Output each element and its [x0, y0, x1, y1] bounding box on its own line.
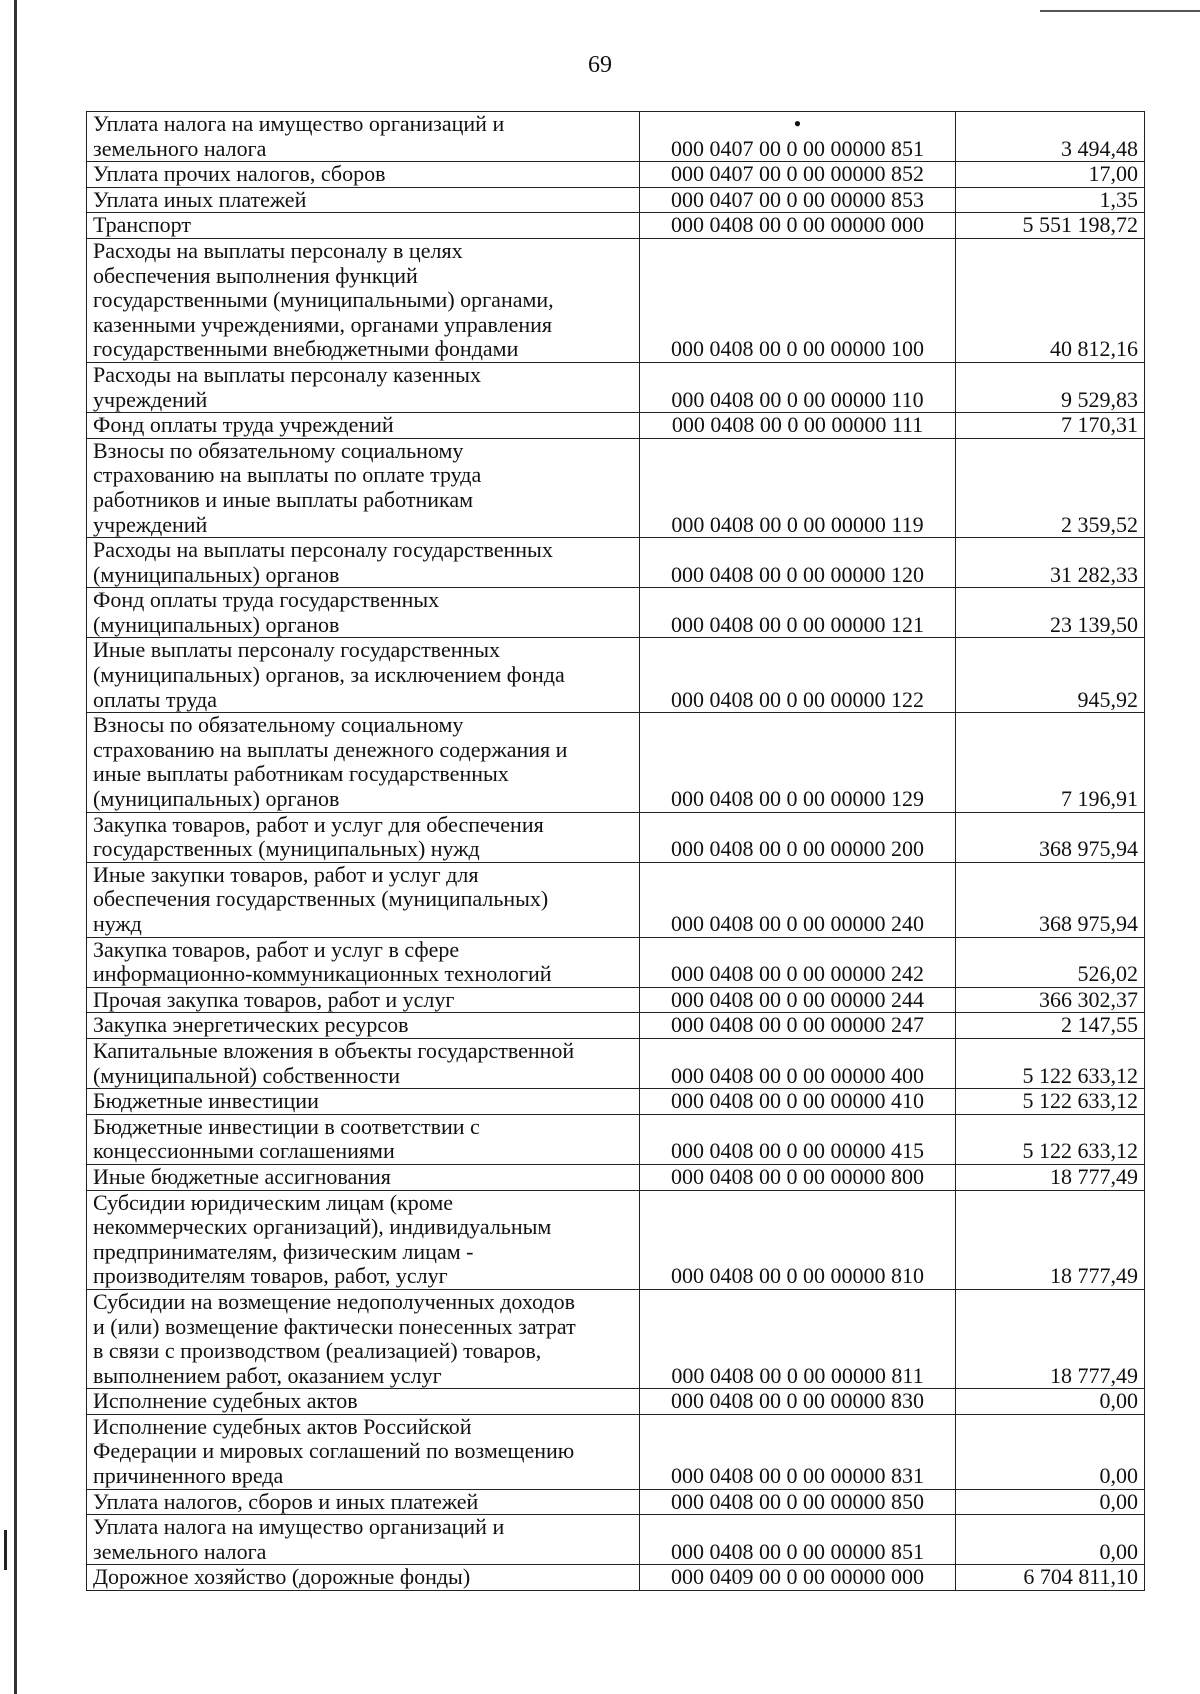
- row-description: [87, 1038, 640, 1088]
- row-amount: 18 777,49: [956, 1190, 1145, 1289]
- budget-code-text: 000 0407 00 0 00 00000 853: [671, 186, 924, 212]
- description-line: Субсидии на возмещение недополученных доходов: [93, 1288, 575, 1314]
- scan-dot-mark: •: [793, 111, 802, 136]
- table-row: [87, 1038, 1145, 1088]
- budget-code-text: 000 0407 00 0 00 00000 851: [671, 135, 924, 161]
- budget-code-text: 000 0408 00 0 00 00000 800: [671, 1163, 924, 1189]
- row-description: [87, 638, 640, 713]
- row-budget-code: [640, 1515, 956, 1565]
- description-line: причиненного вреда: [93, 1463, 284, 1489]
- description-line: казенными учреждениями, органами управления: [93, 311, 553, 337]
- table-row: [87, 1515, 1145, 1565]
- table-row: [87, 1389, 1145, 1415]
- row-amount: 40 812,16: [956, 238, 1145, 362]
- budget-code-text: 000 0408 00 0 00 00000 247: [671, 1012, 924, 1038]
- description-line: Расходы на выплаты персоналу в целях: [93, 237, 463, 263]
- budget-code-text: 000 0408 00 0 00 00000 129: [671, 786, 924, 812]
- row-description: [87, 1489, 640, 1515]
- row-budget-code: [640, 1414, 956, 1489]
- budget-code-text: 000 0407 00 0 00 00000 852: [671, 161, 924, 187]
- row-description: [87, 538, 640, 588]
- row-amount: 7 196,91: [956, 713, 1145, 812]
- description-line: учреждений: [93, 511, 208, 537]
- description-line: Расходы на выплаты персоналу казенных: [93, 361, 481, 387]
- table-row: [87, 1414, 1145, 1489]
- row-description: [87, 1389, 640, 1415]
- budget-code-text: 000 0408 00 0 00 00000 810: [671, 1263, 924, 1289]
- row-budget-code: [640, 713, 956, 812]
- row-description: [87, 1414, 640, 1489]
- row-description: [87, 588, 640, 638]
- description-line: земельного налога: [93, 1538, 267, 1564]
- table-row: [87, 438, 1145, 537]
- description-line: Уплата налога на имущество организаций и: [93, 1514, 505, 1540]
- budget-code-text: 000 0408 00 0 00 00000 200: [671, 836, 924, 862]
- description-line: Взносы по обязательному социальному: [93, 437, 464, 463]
- table-row: [87, 362, 1145, 412]
- row-description: [87, 438, 640, 537]
- table-row: [87, 187, 1145, 213]
- row-amount: 945,92: [956, 638, 1145, 713]
- table-row: [87, 413, 1145, 439]
- budget-code-text: 000 0409 00 0 00 00000 000: [671, 1564, 924, 1590]
- table-row: [87, 1089, 1145, 1115]
- description-line: выполнением работ, оказанием услуг: [93, 1362, 442, 1388]
- description-line: (муниципальных) органов, за исключением фонда: [93, 662, 565, 688]
- table-row: [87, 162, 1145, 188]
- row-amount: 9 529,83: [956, 362, 1145, 412]
- row-budget-code: [640, 538, 956, 588]
- row-description: [87, 187, 640, 213]
- description-line: информационно-коммуникационных технологий: [93, 961, 552, 987]
- row-amount: 0,00: [956, 1389, 1145, 1415]
- budget-code-text: 000 0408 00 0 00 00000 000: [671, 212, 924, 238]
- description-line: работников и иные выплаты работникам: [93, 486, 474, 512]
- budget-code-text: 000 0408 00 0 00 00000 121: [671, 611, 924, 637]
- description-line: государственными внебюджетными фондами: [93, 336, 519, 362]
- row-budget-code: [640, 812, 956, 862]
- scan-edge-top: [1040, 10, 1200, 12]
- row-budget-code: [640, 987, 956, 1013]
- budget-code-text: 000 0408 00 0 00 00000 110: [671, 386, 924, 412]
- table-row: [87, 638, 1145, 713]
- row-budget-code: [640, 862, 956, 937]
- row-budget-code: [640, 1489, 956, 1515]
- table-row: [87, 238, 1145, 362]
- scan-mark-left: [4, 1530, 7, 1570]
- budget-code-text: 000 0408 00 0 00 00000 850: [671, 1488, 924, 1514]
- description-line: обеспечения выполнения функций: [93, 262, 418, 288]
- table-row: [87, 213, 1145, 239]
- budget-code-text: 000 0408 00 0 00 00000 122: [671, 686, 924, 712]
- row-amount: 18 777,49: [956, 1289, 1145, 1388]
- description-line: нужд: [93, 911, 142, 936]
- table-row: [87, 1565, 1145, 1591]
- budget-code-text: 000 0408 00 0 00 00000 244: [671, 986, 924, 1012]
- row-amount: 366 302,37: [956, 987, 1145, 1013]
- description-line: Иные выплаты персоналу государственных: [93, 637, 501, 663]
- row-amount: 0,00: [956, 1489, 1145, 1515]
- table-row: [87, 812, 1145, 862]
- description-line: страхованию на выплаты по оплате труда: [93, 462, 482, 488]
- row-description: [87, 1013, 640, 1039]
- row-amount: 1,35: [956, 187, 1145, 213]
- row-budget-code: [640, 1013, 956, 1039]
- row-budget-code: [640, 1114, 956, 1164]
- table-row: [87, 937, 1145, 987]
- row-amount: 23 139,50: [956, 588, 1145, 638]
- description-line: иные выплаты работникам государственных: [93, 761, 509, 787]
- table-row: [87, 588, 1145, 638]
- row-budget-code: [640, 937, 956, 987]
- description-line: Уплата налога на имущество организаций и: [93, 111, 505, 136]
- scan-edge-left: [14, 0, 17, 1694]
- description-line: Федерации и мировых соглашений по возмещению: [93, 1438, 575, 1464]
- description-line: Прочая закупка товаров, работ и услуг: [93, 986, 455, 1012]
- description-line: Закупка товаров, работ и услуг в сфере: [93, 936, 460, 962]
- row-budget-code: [640, 413, 956, 439]
- budget-code-text: 000 0408 00 0 00 00000 242: [671, 961, 924, 987]
- row-amount: 2 359,52: [956, 438, 1145, 537]
- row-description: [87, 1565, 640, 1591]
- description-line: некоммерческих организаций), индивидуальным: [93, 1214, 552, 1240]
- description-line: производителям товаров, работ, услуг: [93, 1263, 448, 1289]
- description-line: Транспорт: [93, 212, 192, 238]
- budget-code-text: 000 0408 00 0 00 00000 119: [671, 511, 924, 537]
- description-line: (муниципальных) органов: [93, 786, 340, 812]
- row-description: [87, 862, 640, 937]
- table-row: [87, 1489, 1145, 1515]
- row-description: [87, 1114, 640, 1164]
- description-line: Иные закупки товаров, работ и услуг для: [93, 861, 479, 887]
- row-budget-code: [640, 638, 956, 713]
- row-budget-code: [640, 588, 956, 638]
- budget-code-text: 000 0408 00 0 00 00000 851: [671, 1538, 924, 1564]
- description-line: Капитальные вложения в объекты государственной: [93, 1037, 575, 1063]
- description-line: Бюджетные инвестиции в соответствии с: [93, 1113, 480, 1139]
- row-budget-code: [640, 438, 956, 537]
- budget-code-text: 000 0408 00 0 00 00000 400: [671, 1062, 924, 1088]
- row-amount: 2 147,55: [956, 1013, 1145, 1039]
- table-row: [87, 713, 1145, 812]
- budget-code-text: 000 0408 00 0 00 00000 410: [671, 1088, 924, 1114]
- row-amount: 0,00: [956, 1515, 1145, 1565]
- table-row: [87, 1114, 1145, 1164]
- table-row: [87, 112, 1145, 162]
- description-line: Взносы по обязательному социальному: [93, 712, 464, 738]
- row-description: [87, 713, 640, 812]
- description-line: (муниципальных) органов: [93, 561, 340, 587]
- description-line: концессионными соглашениями: [93, 1138, 395, 1164]
- budget-code-text: 000 0408 00 0 00 00000 240: [671, 911, 924, 936]
- table-row: [87, 1164, 1145, 1190]
- row-description: [87, 1289, 640, 1388]
- budget-code-text: 000 0408 00 0 00 00000 111: [671, 412, 924, 438]
- budget-code-text: 000 0408 00 0 00 00000 831: [671, 1463, 924, 1489]
- row-amount: 6 704 811,10: [956, 1565, 1145, 1591]
- row-budget-code: [640, 1565, 956, 1591]
- row-description: [87, 213, 640, 239]
- row-budget-code: [640, 1038, 956, 1088]
- row-amount: 0,00: [956, 1414, 1145, 1489]
- row-budget-code: [640, 162, 956, 188]
- row-description: [87, 238, 640, 362]
- row-budget-code: [640, 1164, 956, 1190]
- description-line: государственными (муниципальными) органами,: [93, 287, 554, 313]
- row-description: [87, 413, 640, 439]
- row-description: [87, 937, 640, 987]
- description-line: Уплата прочих налогов, сборов: [93, 161, 386, 187]
- row-amount: 526,02: [956, 937, 1145, 987]
- budget-code-text: 000 0408 00 0 00 00000 811: [671, 1362, 924, 1388]
- row-amount: 17,00: [956, 162, 1145, 188]
- description-line: Уплата иных платежей: [93, 186, 307, 212]
- description-line: страхованию на выплаты денежного содержания и: [93, 736, 568, 762]
- row-budget-code: [640, 1190, 956, 1289]
- row-description: [87, 362, 640, 412]
- table-row: [87, 862, 1145, 937]
- description-line: (муниципальных) органов: [93, 611, 340, 637]
- description-line: Фонд оплаты труда учреждений: [93, 412, 394, 438]
- budget-table: [86, 111, 1145, 1591]
- row-description: [87, 812, 640, 862]
- description-line: Расходы на выплаты персоналу государственных: [93, 537, 553, 563]
- description-line: (муниципальной) собственности: [93, 1062, 401, 1088]
- page-number: 69: [588, 52, 612, 78]
- row-description: [87, 1164, 640, 1190]
- description-line: в связи с производством (реализацией) товаров,: [93, 1338, 542, 1364]
- description-line: оплаты труда: [93, 686, 218, 712]
- row-budget-code: [640, 1389, 956, 1415]
- table-row: [87, 1289, 1145, 1388]
- row-amount: 31 282,33: [956, 538, 1145, 588]
- table-row: [87, 1190, 1145, 1289]
- row-budget-code: [640, 1289, 956, 1388]
- table-row: [87, 538, 1145, 588]
- row-amount: 3 494,48: [956, 112, 1145, 162]
- row-budget-code: [640, 1089, 956, 1115]
- row-budget-code: [640, 362, 956, 412]
- row-amount: 5 122 633,12: [956, 1089, 1145, 1115]
- description-line: государственных (муниципальных) нужд: [93, 836, 480, 862]
- row-description: [87, 162, 640, 188]
- description-line: и (или) возмещение фактически понесенных затрат: [93, 1313, 576, 1339]
- row-budget-code: [640, 238, 956, 362]
- description-line: предпринимателям, физическим лицам -: [93, 1238, 474, 1264]
- description-line: Закупка энергетических ресурсов: [93, 1012, 409, 1038]
- description-line: Исполнение судебных актов: [93, 1388, 358, 1414]
- row-amount: 7 170,31: [956, 413, 1145, 439]
- row-amount: 5 122 633,12: [956, 1038, 1145, 1088]
- row-budget-code: [640, 187, 956, 213]
- row-description: [87, 987, 640, 1013]
- row-budget-code: [640, 213, 956, 239]
- row-description: [87, 1515, 640, 1565]
- description-line: учреждений: [93, 386, 208, 412]
- budget-code-text: 000 0408 00 0 00 00000 415: [671, 1138, 924, 1164]
- description-line: Исполнение судебных актов Российской: [93, 1413, 472, 1439]
- row-amount: 5 122 633,12: [956, 1114, 1145, 1164]
- description-line: Иные бюджетные ассигнования: [93, 1163, 391, 1189]
- row-description: [87, 1089, 640, 1115]
- row-amount: 368 975,94: [956, 862, 1145, 937]
- description-line: обеспечения государственных (муниципальных): [93, 886, 549, 912]
- row-amount: 368 975,94: [956, 812, 1145, 862]
- table-row: [87, 987, 1145, 1013]
- budget-code-text: 000 0408 00 0 00 00000 120: [671, 561, 924, 587]
- description-line: Закупка товаров, работ и услуг для обеспечения: [93, 811, 544, 837]
- budget-code-text: 000 0408 00 0 00 00000 100: [671, 336, 924, 362]
- table-row: [87, 1013, 1145, 1039]
- description-line: Бюджетные инвестиции: [93, 1088, 319, 1114]
- budget-code-text: 000 0408 00 0 00 00000 830: [671, 1388, 924, 1414]
- description-line: земельного налога: [93, 135, 267, 161]
- row-amount: 18 777,49: [956, 1164, 1145, 1190]
- description-line: Субсидии юридическим лицам (кроме: [93, 1189, 454, 1215]
- row-amount: 5 551 198,72: [956, 213, 1145, 239]
- description-line: Дорожное хозяйство (дорожные фонды): [93, 1564, 471, 1590]
- description-line: Уплата налогов, сборов и иных платежей: [93, 1488, 479, 1514]
- row-budget-code: [640, 112, 956, 162]
- row-description: [87, 1190, 640, 1289]
- description-line: Фонд оплаты труда государственных: [93, 587, 440, 613]
- row-description: [87, 112, 640, 162]
